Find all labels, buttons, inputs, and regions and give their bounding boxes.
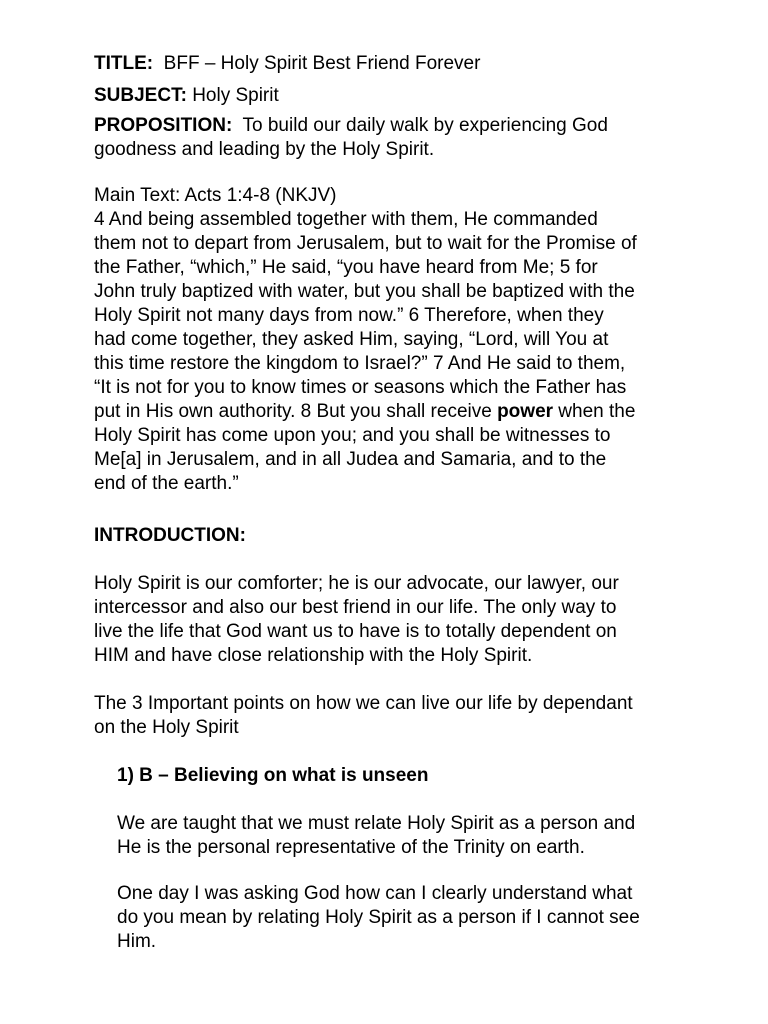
proposition-value: To build our daily walk by experiencing God xyxy=(242,115,608,136)
point-1-paragraph: We are taught that we must relate Holy Spirit as a person and He is the personal representative of the Trinity on earth. xyxy=(117,813,636,858)
emphasis-power: power xyxy=(497,401,554,422)
scripture-line: Holy Spirit has come upon you; and you shall be witnesses to xyxy=(94,425,611,446)
introduction-paragraph: Holy Spirit is our comforter; he is our advocate, our lawyer, our intercessor and also our best friend in our life. The only way to live the life that God want us to have is to totally dependent on HIM and have close relationship with the Holy Spirit. xyxy=(94,573,619,666)
proposition xyxy=(94,114,714,162)
main-text xyxy=(94,184,714,496)
proposition-value-cont: goodness and leading by the Holy Spirit. xyxy=(94,139,435,160)
scripture-line: had come together, they asked Him, saying, “Lord, will You at xyxy=(94,329,609,350)
scripture-line: “It is not for you to know times or seasons which the Father has xyxy=(94,377,627,398)
title-label: TITLE: xyxy=(94,53,154,74)
scripture-line: the Father, “which,” He said, “you have heard from Me; 5 for xyxy=(94,257,598,278)
proposition-label: PROPOSITION: xyxy=(94,115,233,136)
subject-line xyxy=(94,84,714,108)
scripture-text: when the xyxy=(553,401,636,422)
introduction-heading: INTRODUCTION: xyxy=(94,525,246,546)
scripture-text: put in His own authority. 8 But you shall receive xyxy=(94,401,498,422)
point-1-heading: 1) B – Believing on what is unseen xyxy=(117,765,429,786)
scripture-line: Me[a] in Jerusalem, and in all Judea and Samaria, and to the xyxy=(94,449,607,470)
scripture-line xyxy=(94,400,714,424)
scripture-line: John truly baptized with water, but you shall be baptized with the xyxy=(94,281,635,302)
scripture-line: end of the earth.” xyxy=(94,473,239,494)
title-line xyxy=(94,52,714,76)
scripture-line: Holy Spirit not many days from now.” 6 Therefore, when they xyxy=(94,305,604,326)
subject-label: SUBJECT: xyxy=(94,85,187,106)
title-value: BFF – Holy Spirit Best Friend Forever xyxy=(163,53,481,74)
point-1-paragraph: One day I was asking God how can I clearly understand what do you mean by relating Holy Spirit as a person if I cannot see Him. xyxy=(117,883,640,952)
subject-value: Holy Spirit xyxy=(192,85,279,106)
points-intro: The 3 Important points on how we can live our life by dependant on the Holy Spirit xyxy=(94,693,633,738)
scripture-line: this time restore the kingdom to Israel?” 7 And He said to them, xyxy=(94,353,626,374)
main-text-heading: Main Text: Acts 1:4-8 (NKJV) xyxy=(94,185,337,206)
scripture-line: them not to depart from Jerusalem, but to wait for the Promise of xyxy=(94,233,637,254)
scripture-line: 4 And being assembled together with them, He commanded xyxy=(94,209,598,230)
